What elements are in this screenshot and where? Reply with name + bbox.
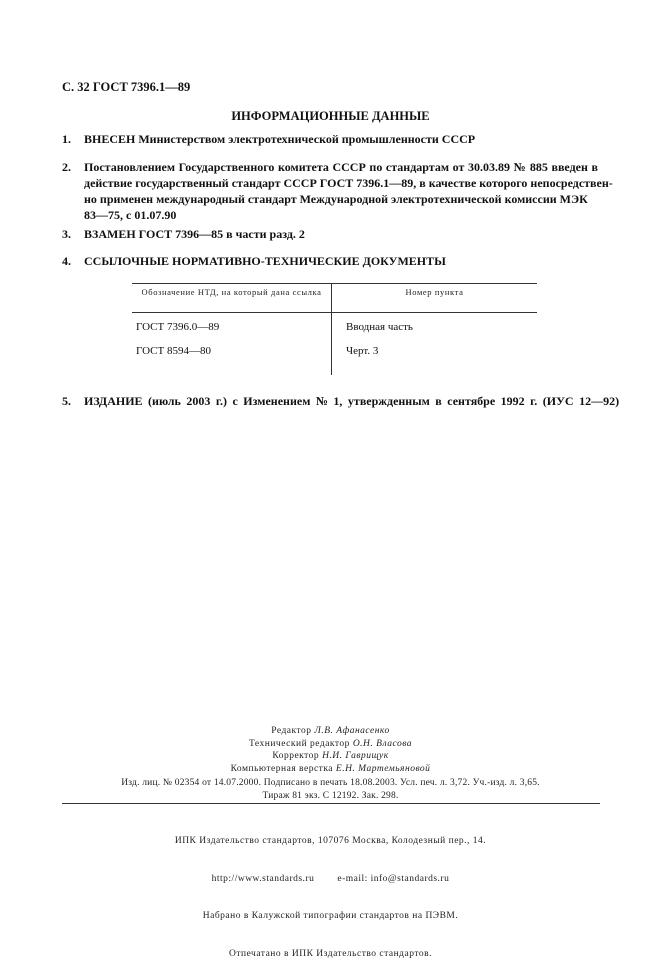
table-cell-document: ГОСТ 7396.0—89 bbox=[136, 321, 220, 333]
reference-table bbox=[132, 283, 537, 375]
item-text: ССЫЛОЧНЫЕ НОРМАТИВНО-ТЕХНИЧЕСКИЕ ДОКУМЕНТЫ bbox=[84, 254, 446, 268]
imprint-divider bbox=[62, 803, 600, 804]
item-number: 4. bbox=[62, 254, 71, 268]
table-header-document: Обозначение НТД, на который дана ссылка bbox=[141, 287, 322, 297]
table-cell-clause: Черт. 3 bbox=[346, 345, 379, 357]
publishing-line: Тираж 81 экз. С 12192. Зак. 298. bbox=[262, 790, 399, 801]
imprint-line: http://www.standards.ru e-mail: info@standards.ru bbox=[211, 873, 450, 884]
imprint-line: Набрано в Калужской типографии стандартов на ПЭВМ. bbox=[202, 911, 459, 921]
page-header: С. 32 ГОСТ 7396.1—89 bbox=[62, 80, 191, 94]
imprint-line: Отпечатано в ИПК Издательство стандартов. bbox=[228, 948, 432, 959]
table-header-clause: Номер пункта bbox=[405, 287, 464, 297]
credits-block bbox=[0, 725, 661, 775]
item-text: ВНЕСЕН Министерством электротехнической промышленности СССР bbox=[84, 132, 476, 146]
item-number: 1. bbox=[62, 132, 71, 146]
credit-line: Редактор Л.В. Афанасенко bbox=[271, 726, 390, 736]
item-2-line: Постановлением Государственного комитета СССР по стандартам от 30.03.89 № 885 введен в bbox=[84, 160, 598, 174]
imprint-block bbox=[0, 810, 661, 973]
item-2-line: действие государственный стандарт СССР ГОСТ 7396.1—89, в качестве которого непосредствен- bbox=[84, 176, 613, 190]
publishing-info bbox=[0, 777, 661, 802]
item-number: 2. bbox=[62, 160, 71, 174]
table-cell-clause: Вводная часть bbox=[346, 321, 413, 333]
item-text: ВЗАМЕН ГОСТ 7396—85 в части разд. 2 bbox=[84, 227, 305, 241]
credit-line: Технический редактор О.Н. Власова bbox=[248, 738, 413, 749]
publishing-line: Изд. лиц. № 02354 от 14.07.2000. Подписано в печать 18.08.2003. Усл. печ. л. 3,72. Уч.-изд. л. 3,65. bbox=[121, 778, 540, 788]
table-cell-document: ГОСТ 8594—80 bbox=[136, 345, 211, 357]
item-2-line: но применен международный стандарт Международной электротехнической комиссии МЭК bbox=[84, 192, 588, 206]
item-number: 3. bbox=[62, 227, 71, 241]
item-number: 5. bbox=[62, 394, 71, 408]
item-2-line: 83—75, с 01.07.90 bbox=[84, 208, 177, 222]
table-header-border bbox=[132, 312, 537, 313]
imprint-line: ИПК Издательство стандартов, 107076 Москва, Колодезный пер., 14. bbox=[174, 836, 487, 846]
item-text: ИЗДАНИЕ (июль 2003 г.) с Изменением № 1, утвержденным в сентябре 1992 г. (ИУС 12—92) bbox=[84, 394, 620, 408]
section-title: ИНФОРМАЦИОННЫЕ ДАННЫЕ bbox=[231, 109, 430, 123]
credit-line: Корректор Н.И. Гаврищук bbox=[272, 751, 389, 761]
table-top-border bbox=[132, 283, 537, 284]
item-2-paragraph bbox=[84, 159, 613, 223]
credit-line: Компьютерная верстка Е.Н. Мартемьяновой bbox=[230, 763, 431, 774]
